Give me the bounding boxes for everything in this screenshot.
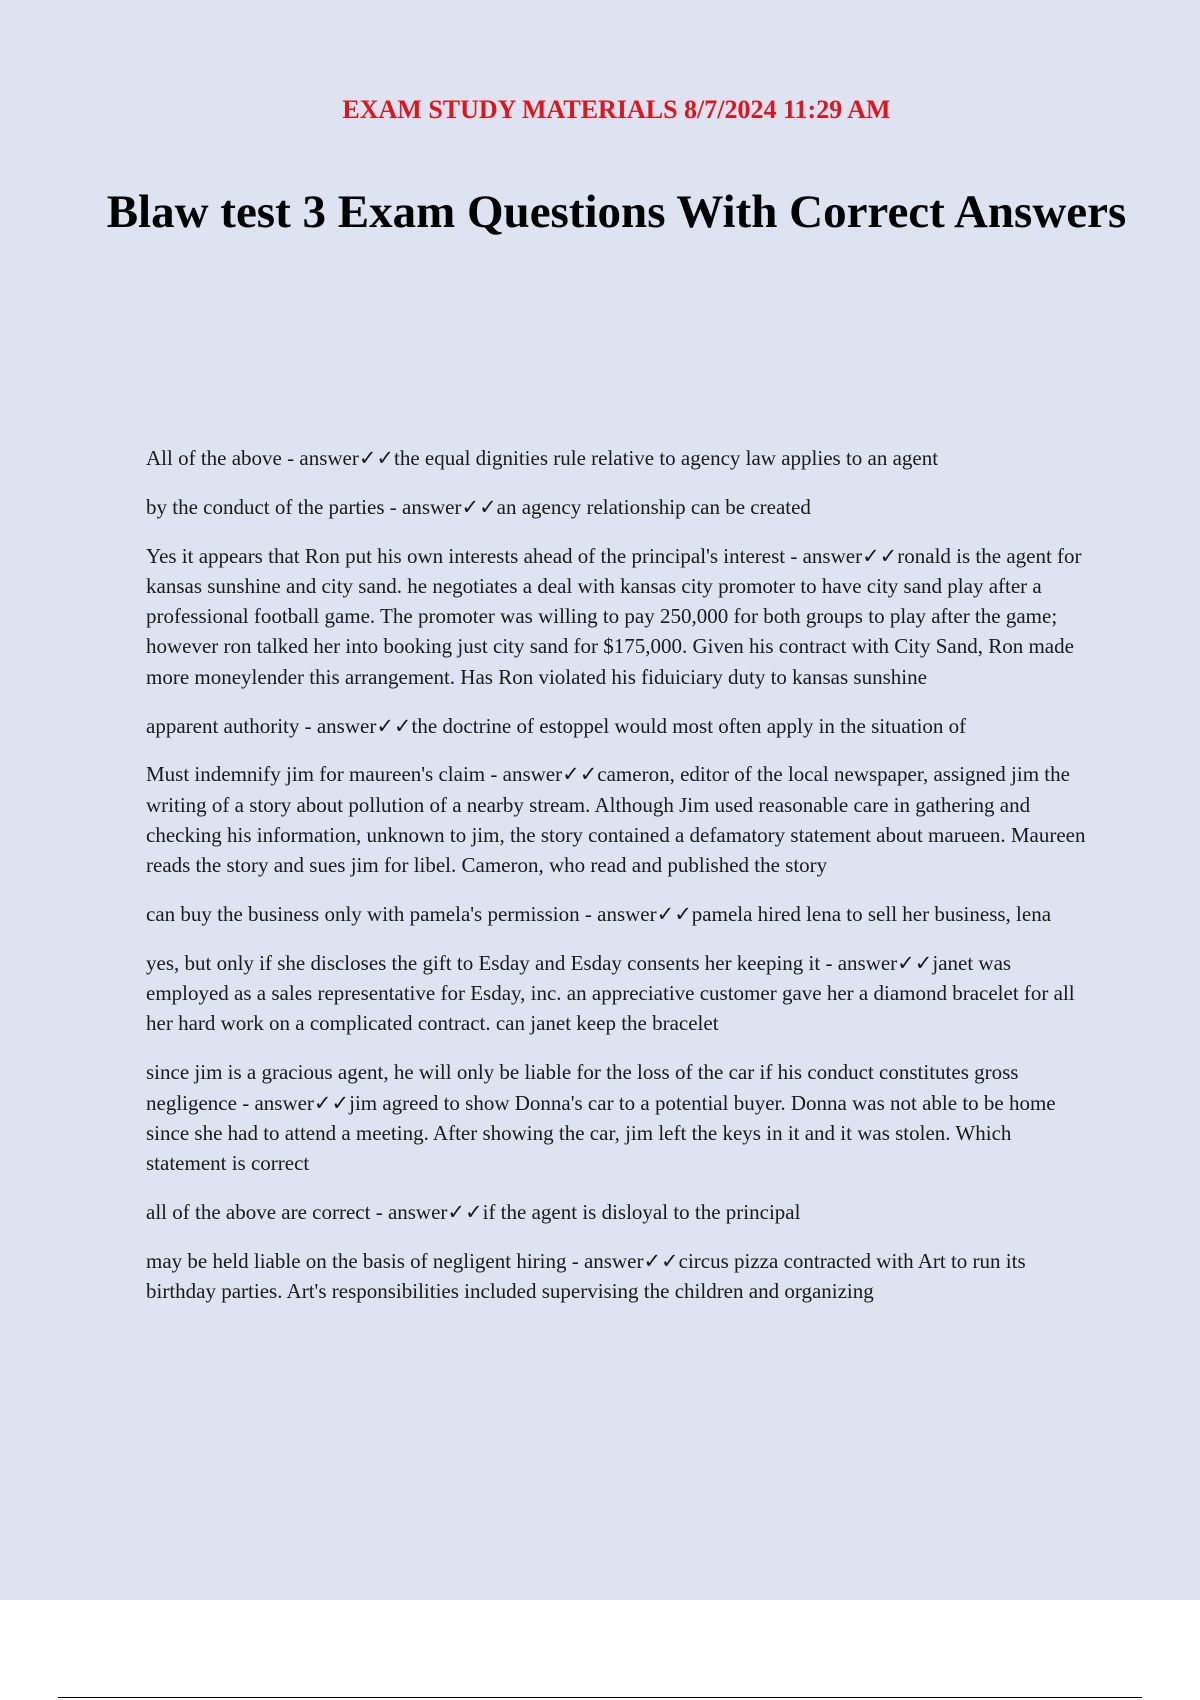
qa-item-6: can buy the business only with pamela's permission - answer✓✓pamela hired lena to sell her business, lena	[146, 902, 1052, 927]
qa-list	[146, 443, 1096, 1325]
page-footer-divider	[58, 1697, 1142, 1698]
exam-header-label: EXAM STUDY MATERIALS 8/7/2024 11:29 AM	[342, 95, 891, 124]
qa-item-7: yes, but only if she discloses the gift to Esday and Esday consents her keeping it - answer✓✓janet was employed as a sales representative for Esday, inc. an appreciative customer gave her a diamond bracelet for all her hard work on a complicated contract. can janet keep the bracelet	[146, 950, 1075, 1036]
qa-item-10: may be held liable on the basis of negligent hiring - answer✓✓circus pizza contracted with Art to run its birthday parties. Art's responsibilities included supervising the children and organizing	[146, 1248, 1026, 1304]
qa-item-4: apparent authority - answer✓✓the doctrine of estoppel would most often apply in the situation of	[146, 713, 967, 738]
qa-item-8: since jim is a gracious agent, he will only be liable for the loss of the car if his conduct constitutes gross negligence - answer✓✓jim agreed to show Donna's car to a potential buyer. Donna was not able to be home since she had to attend a meeting. After showing the car, jim left the keys in it and it was stolen. Which statement is correct	[146, 1060, 1056, 1176]
qa-item-2: by the conduct of the parties - answer✓✓an agency relationship can be created	[146, 494, 811, 519]
qa-item-9: all of the above are correct - answer✓✓if the agent is disloyal to the principal	[146, 1199, 801, 1224]
qa-item-1: All of the above - answer✓✓the equal dignities rule relative to agency law applies to an agent	[146, 446, 939, 470]
qa-item-3: Yes it appears that Ron put his own interests ahead of the principal's interest - answer✓✓ronald is the agent for kansas sunshine and city sand. he negotiates a deal with kansas city promoter to have city sand play after a professional football game. The promoter was willing to pay 250,000 for both groups to play after the game; however ron talked her into booking just city sand for $175,000. Given his contract with City Sand, Ron made more moneylender this arrangement. Has Ron violated his fiduiciary duty to kansas sunshine	[146, 543, 1082, 689]
qa-item-5: Must indemnify jim for maureen's claim - answer✓✓cameron, editor of the local newspaper, assigned jim the writing of a story about pollution of a nearby stream. Although Jim used reasonable care in gathering and checking his information, unknown to jim, the story contained a defamatory statement about marueen. Maureen reads the story and sues jim for libel. Cameron, who read and published the story	[146, 762, 1086, 878]
document-title: Blaw test 3 Exam Questions With Correct Answers	[106, 186, 1127, 238]
